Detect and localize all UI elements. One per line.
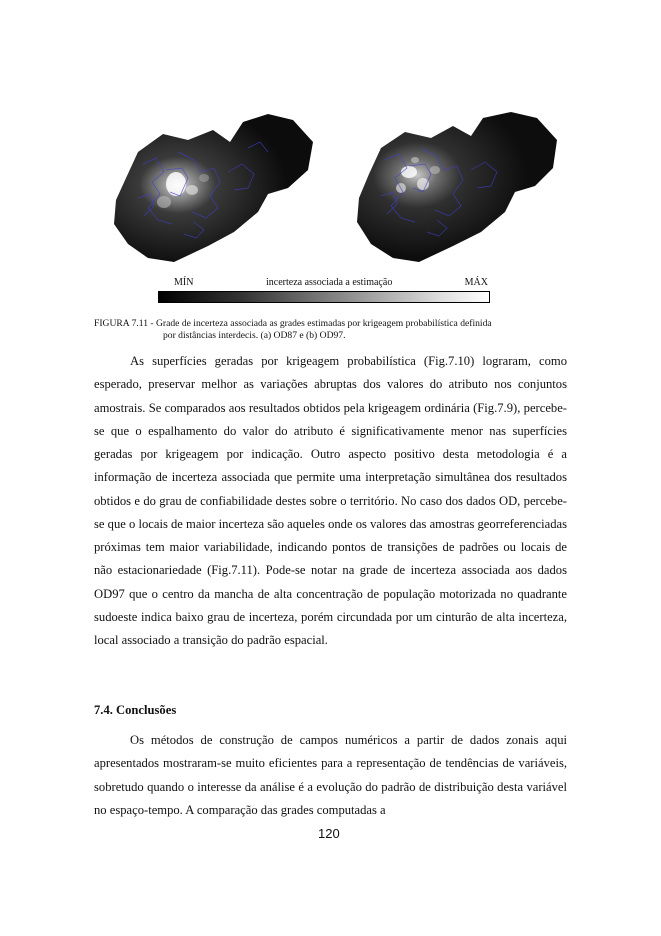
- map-image-od97: [353, 112, 568, 272]
- uncertainty-map-od97: [353, 112, 568, 272]
- legend-labels: [158, 277, 490, 291]
- figure-caption: [94, 318, 574, 342]
- legend-gradient-bar: [158, 291, 490, 303]
- page-number: 120: [318, 826, 340, 841]
- map-image-od87: [108, 112, 323, 272]
- legend-max-label: MÁX: [464, 277, 488, 288]
- legend-title: incerteza associada a estimação: [266, 277, 393, 288]
- caption-line-1: FIGURA 7.11 - Grade de incerteza associada as grades estimadas por krigeagem probabilística definida: [94, 318, 492, 329]
- body-paragraph-2: [94, 729, 567, 822]
- caption-line-2: por distâncias interdecis. (a) OD87 e (b) OD97.: [163, 330, 346, 341]
- body-paragraph-1: [94, 350, 567, 652]
- paragraph-text: Os métodos de construção de campos numéricos a partir de dados zonais aqui apresentados mostraram-se muito eficientes para a representação de tendências de variáveis, sobretudo quando o interesse da análise é a evolução do padrão de distribuição desta variável no espaço-tempo. A comparação das grades computadas a: [94, 733, 567, 817]
- legend-min-label: MÍN: [174, 277, 194, 288]
- figure-maps: [108, 112, 578, 272]
- section-heading: 7.4. Conclusões: [94, 703, 177, 717]
- uncertainty-map-od87: [108, 112, 323, 272]
- paragraph-text: As superfícies geradas por krigeagem probabilística (Fig.7.10) lograram, como esperado, preservar melhor as variações abruptas dos valores do atributo nos conjuntos amostrais. Se comparados aos resultados obtidos pela krigeagem ordinária (Fig.7.9), percebe-se que o espalhamento do valor do atributo é significativamente menor nas superfícies geradas por krigeagem por indicação. Outro aspecto positivo desta metodologia é a informação de incerteza associada que permite uma interpretação simultânea dos resultados obtidos e do grau de confiabilidade destes sobre o território. No caso dos dados OD, percebe-se que o locais de maior incerteza são aqueles onde os valores das amostras georreferenciadas próximas tem maior variabilidade, indicando pontos de transições de padrões ou locais de não estacionariedade (Fig.7.11). Pode-se notar na grade de incerteza associada aos dados OD97 que o centro da mancha de alta concentração de população motorizada no quadrante sudoeste indica baixo grau de incerteza, porém circundada por um cinturão de alta incerteza, local associado a transição do padrão espacial.: [94, 354, 567, 647]
